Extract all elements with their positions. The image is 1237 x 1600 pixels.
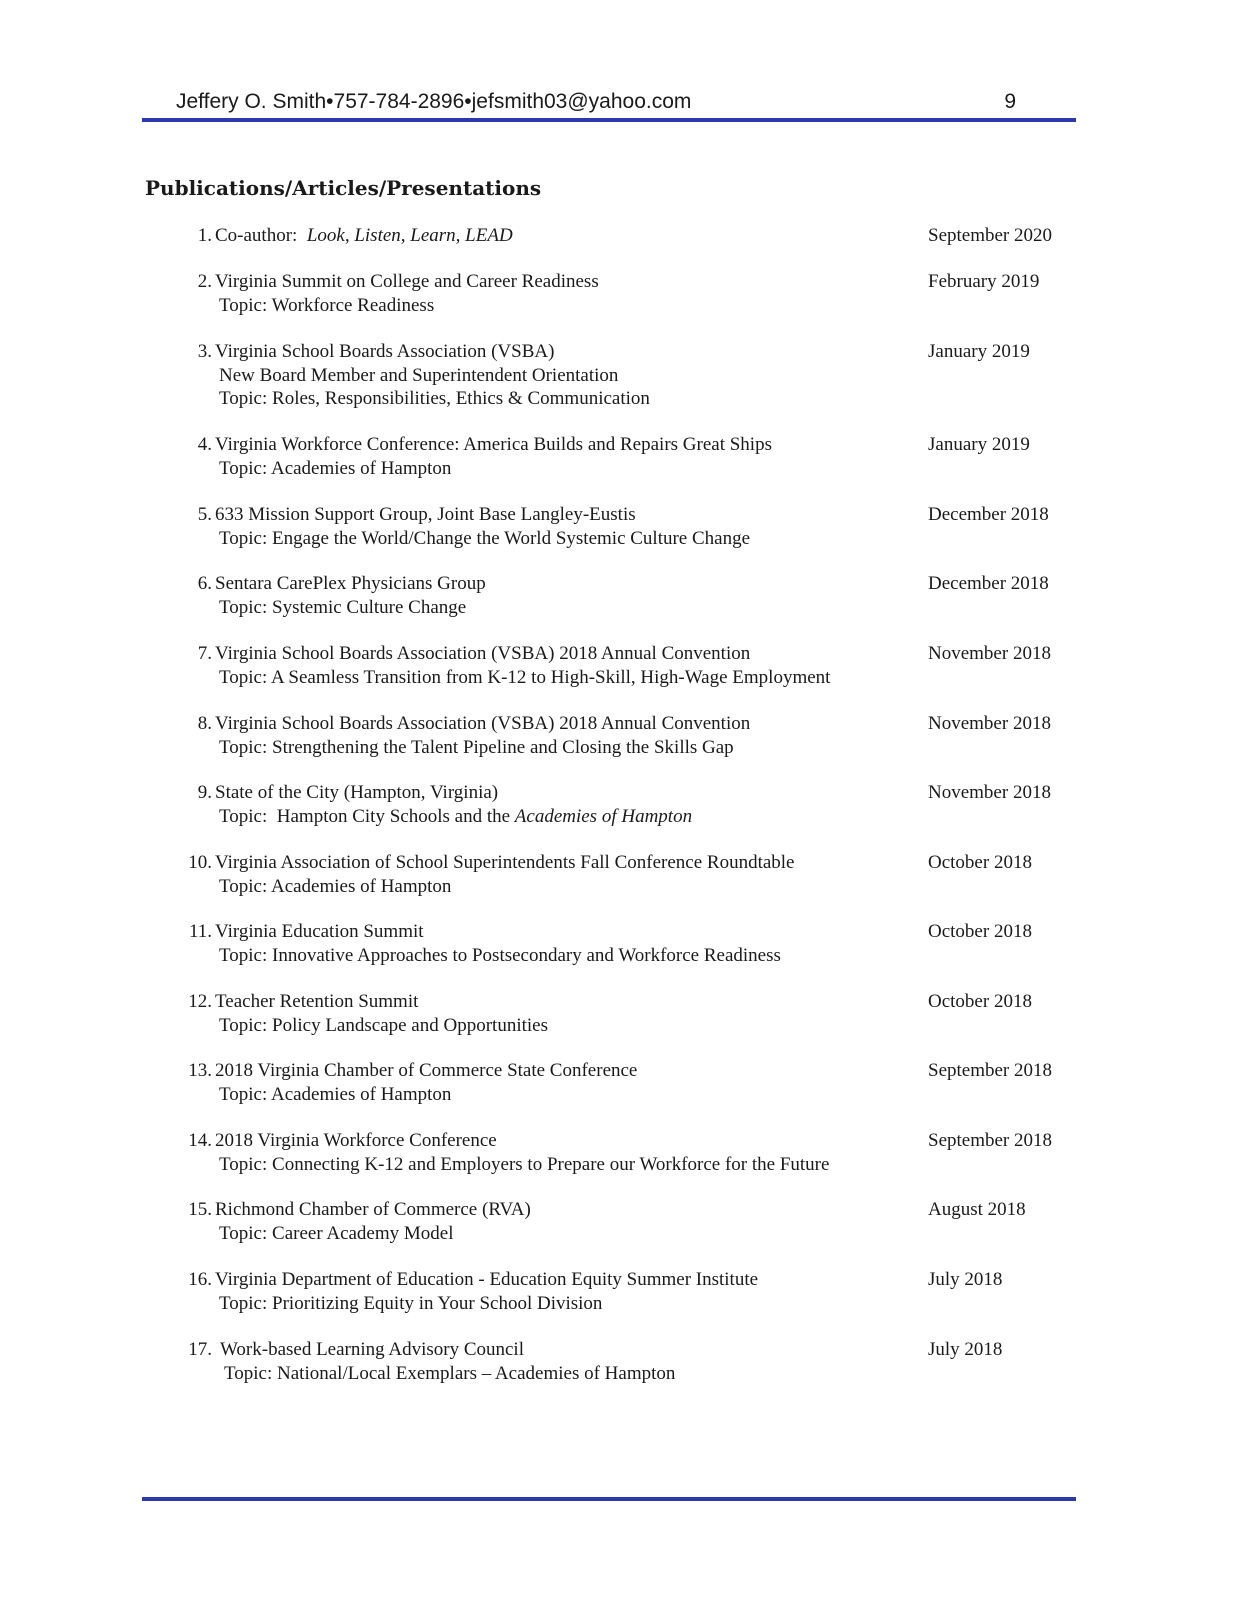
- item-body: [220, 1338, 920, 1385]
- item-date: August 2018: [928, 1199, 1026, 1220]
- item-number: 16.: [188, 1269, 212, 1290]
- item-title: Richmond Chamber of Commerce (RVA): [215, 1199, 531, 1220]
- item-date: September 2020: [928, 225, 1053, 246]
- item-date: January 2019: [928, 434, 1030, 455]
- page-header: [176, 86, 1016, 116]
- item-topic: Topic: Academies of Hampton: [219, 875, 452, 897]
- item-topic: Topic: Engage the World/Change the World Systemic Culture Change: [219, 527, 751, 549]
- item-date: November 2018: [928, 643, 1051, 664]
- item-number: 13.: [188, 1060, 212, 1081]
- item-date: February 2019: [928, 271, 1040, 292]
- item-number: 14.: [188, 1130, 212, 1151]
- section-title: Publications/Articles/Presentations: [145, 176, 542, 200]
- item-body: [215, 1268, 915, 1315]
- item-title: Virginia School Boards Association (VSBA) 2018 Annual Convention: [215, 713, 751, 734]
- item-title: Work-based Learning Advisory Council: [220, 1339, 524, 1360]
- item-body: [215, 433, 915, 480]
- item-title: Virginia Department of Education - Education Equity Summer Institute: [215, 1269, 759, 1290]
- item-topic: Topic: Policy Landscape and Opportunities: [219, 1014, 548, 1036]
- item-number: 12.: [188, 991, 212, 1012]
- item-title: Virginia Association of School Superintendents Fall Conference Roundtable: [215, 852, 795, 873]
- item-number: 1.: [197, 225, 212, 246]
- item-topic: Topic: Academies of Hampton: [219, 1083, 452, 1105]
- item-topic: Topic: Academies of Hampton: [219, 457, 452, 479]
- item-date: December 2018: [928, 573, 1049, 594]
- item-date: December 2018: [928, 504, 1049, 525]
- item-number: 17.: [188, 1339, 212, 1360]
- item-number: 3.: [197, 341, 212, 362]
- item-topic: Topic: Workforce Readiness: [219, 294, 435, 316]
- item-date: October 2018: [928, 921, 1032, 942]
- item-topic: Topic: National/Local Exemplars – Academies of Hampton: [224, 1362, 676, 1384]
- item-date: November 2018: [928, 713, 1051, 734]
- item-title: 633 Mission Support Group, Joint Base Langley-Eustis: [215, 504, 636, 525]
- item-date: September 2018: [928, 1130, 1053, 1151]
- item-title: Look, Listen, Learn, LEAD: [306, 225, 513, 246]
- item-title: 2018 Virginia Chamber of Commerce State Conference: [215, 1060, 638, 1081]
- item-topic: Topic: Innovative Approaches to Postsecondary and Workforce Readiness: [219, 944, 781, 966]
- item-topic: Topic: Strengthening the Talent Pipeline and Closing the Skills Gap: [219, 736, 734, 758]
- item-body: [215, 503, 915, 550]
- item-prefix: Co-author:: [215, 225, 307, 246]
- item-body: [215, 851, 915, 898]
- item-body: [215, 572, 915, 619]
- item-date: September 2018: [928, 1060, 1053, 1081]
- item-topic: Topic: A Seamless Transition from K-12 to High-Skill, High-Wage Employment: [219, 666, 831, 688]
- item-title: Virginia Summit on College and Career Readiness: [215, 271, 599, 292]
- footer-rule: [142, 1497, 1076, 1501]
- item-title: Virginia School Boards Association (VSBA): [215, 341, 555, 362]
- item-number: 2.: [197, 271, 212, 292]
- item-title: Virginia Workforce Conference: America Builds and Repairs Great Ships: [215, 434, 772, 455]
- header-rule: [142, 118, 1076, 122]
- item-date: July 2018: [928, 1269, 1003, 1290]
- item-body: [215, 990, 915, 1037]
- item-title: Virginia Education Summit: [215, 921, 424, 942]
- item-body: [215, 781, 915, 828]
- item-number: 11.: [188, 921, 212, 942]
- item-title: Teacher Retention Summit: [215, 991, 419, 1012]
- item-body: [215, 712, 915, 759]
- item-number: 10.: [188, 852, 212, 873]
- item-topic: Topic: Systemic Culture Change: [219, 596, 467, 618]
- page-number: 9: [1004, 90, 1016, 113]
- item-topic: Topic: Prioritizing Equity in Your School Division: [219, 1292, 603, 1314]
- item-title: State of the City (Hampton, Virginia): [215, 782, 499, 803]
- item-topic: [215, 805, 915, 829]
- item-body: [215, 224, 915, 248]
- item-number: 5.: [197, 504, 212, 525]
- item-body: [215, 1129, 915, 1176]
- item-number: 15.: [188, 1199, 212, 1220]
- item-body: [215, 920, 915, 967]
- item-date: July 2018: [928, 1339, 1003, 1360]
- item-title: 2018 Virginia Workforce Conference: [215, 1130, 497, 1151]
- header-contact: Jeffery O. Smith•757-784-2896•jefsmith03@yahoo.com: [176, 90, 692, 113]
- item-body: [215, 642, 915, 689]
- item-number: 4.: [197, 434, 212, 455]
- item-date: October 2018: [928, 852, 1032, 873]
- item-date: January 2019: [928, 341, 1030, 362]
- item-topic: Topic: Connecting K-12 and Employers to Prepare our Workforce for the Future: [219, 1153, 830, 1175]
- item-topic: Topic: Career Academy Model: [219, 1222, 454, 1244]
- item-title: Sentara CarePlex Physicians Group: [215, 573, 486, 594]
- item-number: 7.: [197, 643, 212, 664]
- item-date: November 2018: [928, 782, 1051, 803]
- item-number: 9.: [197, 782, 212, 803]
- item-body: [215, 340, 915, 411]
- item-body: [215, 1198, 915, 1245]
- item-number: 6.: [197, 573, 212, 594]
- item-body: [215, 1059, 915, 1106]
- item-number: 8.: [197, 713, 212, 734]
- item-topic-prefix: Topic: Hampton City Schools and the: [219, 805, 515, 827]
- item-subtitle: New Board Member and Superintendent Orientation: [219, 364, 619, 386]
- item-date: October 2018: [928, 991, 1032, 1012]
- item-topic: Topic: Roles, Responsibilities, Ethics & Communication: [219, 388, 650, 409]
- item-topic-italic: Academies of Hampton: [514, 805, 693, 827]
- item-body: [215, 270, 915, 317]
- item-title: Virginia School Boards Association (VSBA) 2018 Annual Convention: [215, 643, 751, 664]
